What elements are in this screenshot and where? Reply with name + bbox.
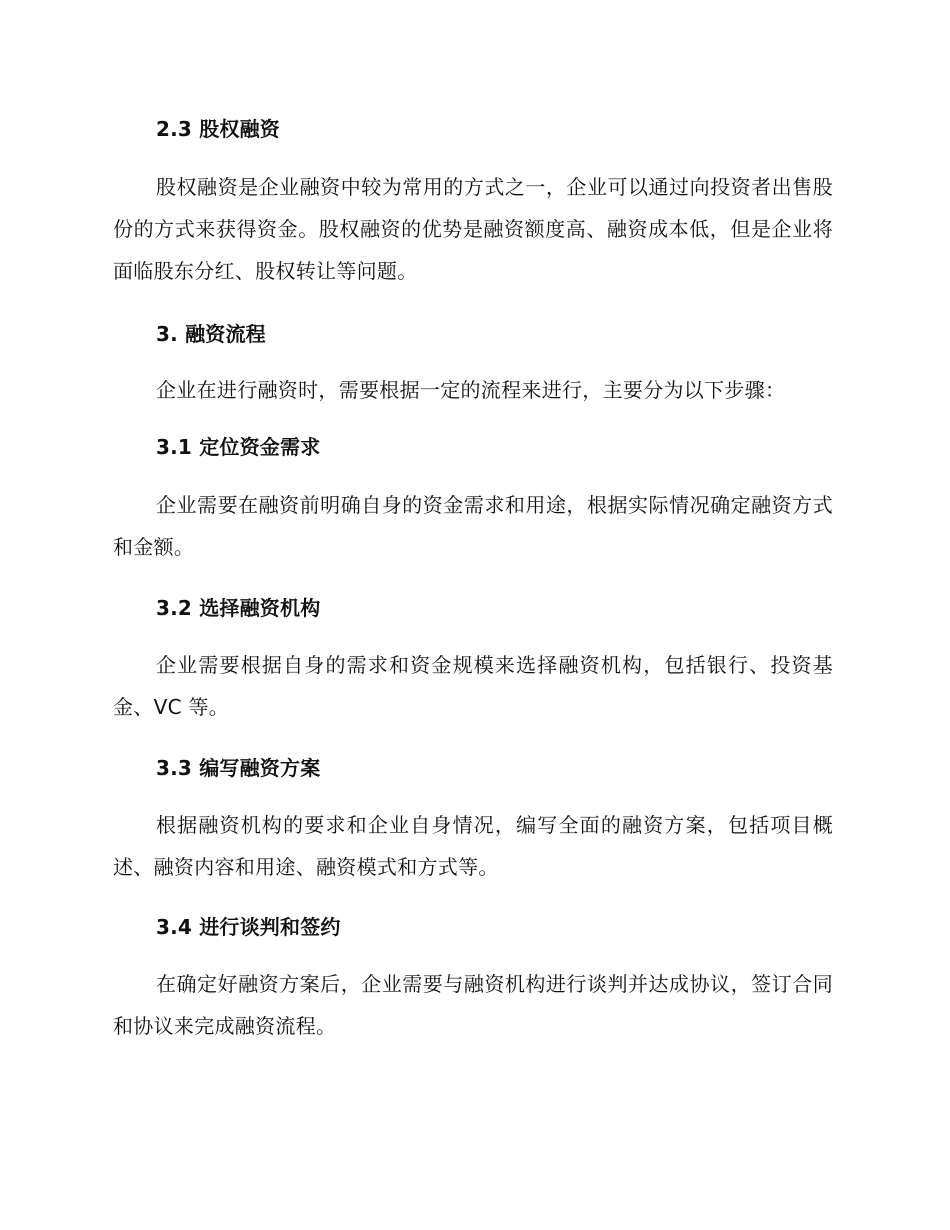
section-body-3-2: 企业需要根据自身的需求和资金规模来选择融资机构，包括银行、投资基金、VC 等。 <box>113 653 833 719</box>
section-heading-3-4: 3.4 进行谈判和签约 <box>156 915 341 939</box>
section-heading-3-3: 3.3 编写融资方案 <box>156 756 321 780</box>
section-heading-3-1: 3.1 定位资金需求 <box>156 435 321 459</box>
section-body-3-3: 根据融资机构的要求和企业自身情况，编写全面的融资方案，包括项目概述、融资内容和用途、融资模式和方式等。 <box>113 813 833 879</box>
section-body-2-3: 股权融资是企业融资中较为常用的方式之一，企业可以通过向投资者出售股份的方式来获得资金。股权融资的优势是融资额度高、融资成本低，但是企业将面临股东分红、股权转让等问题。 <box>113 175 833 283</box>
section-heading-3: 3. 融资流程 <box>156 322 266 346</box>
section-body-3-4: 在确定好融资方案后，企业需要与融资机构进行谈判并达成协议，签订合同和协议来完成融资流程。 <box>113 972 833 1038</box>
section-body-3: 企业在进行融资时，需要根据一定的流程来进行，主要分为以下步骤： <box>156 378 786 402</box>
section-body-3-1: 企业需要在融资前明确自身的资金需求和用途，根据实际情况确定融资方式和金额。 <box>113 493 833 559</box>
section-heading-3-2: 3.2 选择融资机构 <box>156 596 321 620</box>
section-heading-2-3: 2.3 股权融资 <box>156 117 280 141</box>
